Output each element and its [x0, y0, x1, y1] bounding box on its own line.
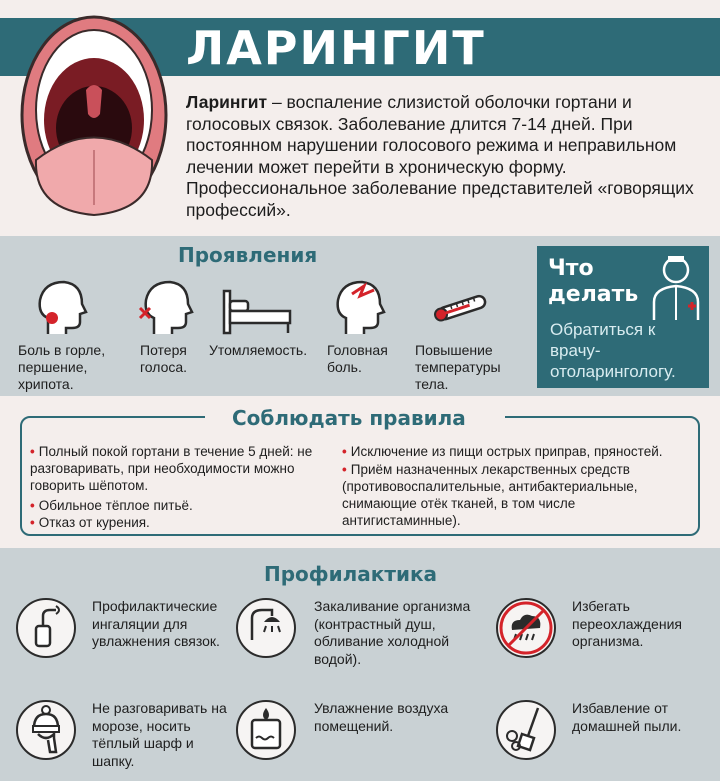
prevention-icon-circle — [496, 700, 556, 760]
rule-item — [342, 443, 696, 460]
inhaler-icon — [18, 600, 74, 656]
doctor-icon — [648, 250, 704, 322]
headache-icon — [330, 276, 390, 336]
no-cold-icon — [498, 600, 554, 656]
page-title: ЛАРИНГИТ — [186, 21, 486, 75]
rule-item — [30, 443, 330, 494]
bullet-icon: • — [30, 444, 35, 459]
rule-item — [30, 497, 330, 514]
prevention-icon-circle — [496, 598, 556, 658]
prevention-text: Избавление от домашней пыли. — [572, 700, 682, 734]
prevention-text: Профилактические ингаляции для увлажнения связок. — [92, 598, 220, 649]
bullet-icon: • — [30, 515, 35, 530]
prevention-icon-circle — [16, 700, 76, 760]
rule-text: Полный покой гортани в течение 5 дней: не разговаривать, при необходимости можно говорить шёпотом. — [30, 444, 313, 493]
open-mouth-icon — [14, 10, 174, 220]
todo-text: Обратиться к врачу-отоларингологу. — [550, 320, 676, 381]
bullet-icon: • — [342, 462, 347, 477]
prevention-text: Закаливание организма (контрастный душ, обливание холодной водой). — [314, 598, 471, 667]
symptom-label: Боль в горле, першение, хрипота. — [18, 342, 106, 392]
prevention-text: Не разговаривать на морозе, носить тёплый шарф и шапку. — [92, 700, 227, 769]
prevention-icon-circle — [236, 700, 296, 760]
todo-title-line2: делать — [548, 282, 639, 307]
intro-text: – воспаление слизистой оболочки гортани и голосовых связок. Заболевание длится 7-14 дней. При постоянном нарушении голосового режима и неправильном лечении может перейти в хроническую форму. Профессиональное заболевание представителей «говорящих профессий». — [186, 92, 694, 220]
bullet-icon: • — [30, 498, 35, 513]
symptom-label: Повышение температуры тела. — [415, 342, 501, 392]
bullet-icon: • — [342, 444, 347, 459]
shower-icon — [238, 600, 294, 656]
voice-loss-icon — [138, 278, 198, 338]
bed-icon — [220, 282, 294, 342]
intro-term: Ларингит — [186, 92, 268, 112]
symptom-label: Головная боль. — [327, 342, 388, 375]
prevention-text: Избегать переохлаждения организма. — [572, 598, 682, 649]
todo-title-line1: Что — [548, 256, 594, 281]
symptom-label: Утомляемость. — [209, 342, 308, 358]
prevention-text: Увлажнение воздуха помещений. — [314, 700, 449, 734]
prevention-icon-circle — [236, 598, 296, 658]
prevention-title: Профилактика — [264, 562, 438, 586]
scarf-hat-icon — [18, 702, 74, 758]
rule-text: Приём назначенных лекарственных средств (противовоспалительные, антибактериальные, снимающие отёк тканей, в том числе антигистаминные). — [342, 462, 638, 528]
symptom-label: Потеря голоса. — [140, 342, 188, 375]
dust-brush-icon — [498, 702, 554, 758]
rule-text: Исключение из пищи острых приправ, пряностей. — [350, 444, 663, 459]
rule-text: Отказ от курения. — [38, 515, 150, 530]
thermometer-icon — [430, 288, 492, 328]
rule-item — [30, 514, 330, 531]
humidifier-icon — [238, 702, 294, 758]
intro-paragraph — [186, 92, 706, 221]
rule-item — [342, 461, 682, 529]
rules-title: Соблюдать правила — [232, 406, 466, 430]
prevention-icon-circle — [16, 598, 76, 658]
rule-text: Обильное тёплое питьё. — [38, 498, 193, 513]
symptoms-title: Проявления — [178, 243, 318, 267]
todo-title — [548, 256, 638, 308]
sore-throat-icon — [30, 278, 90, 338]
